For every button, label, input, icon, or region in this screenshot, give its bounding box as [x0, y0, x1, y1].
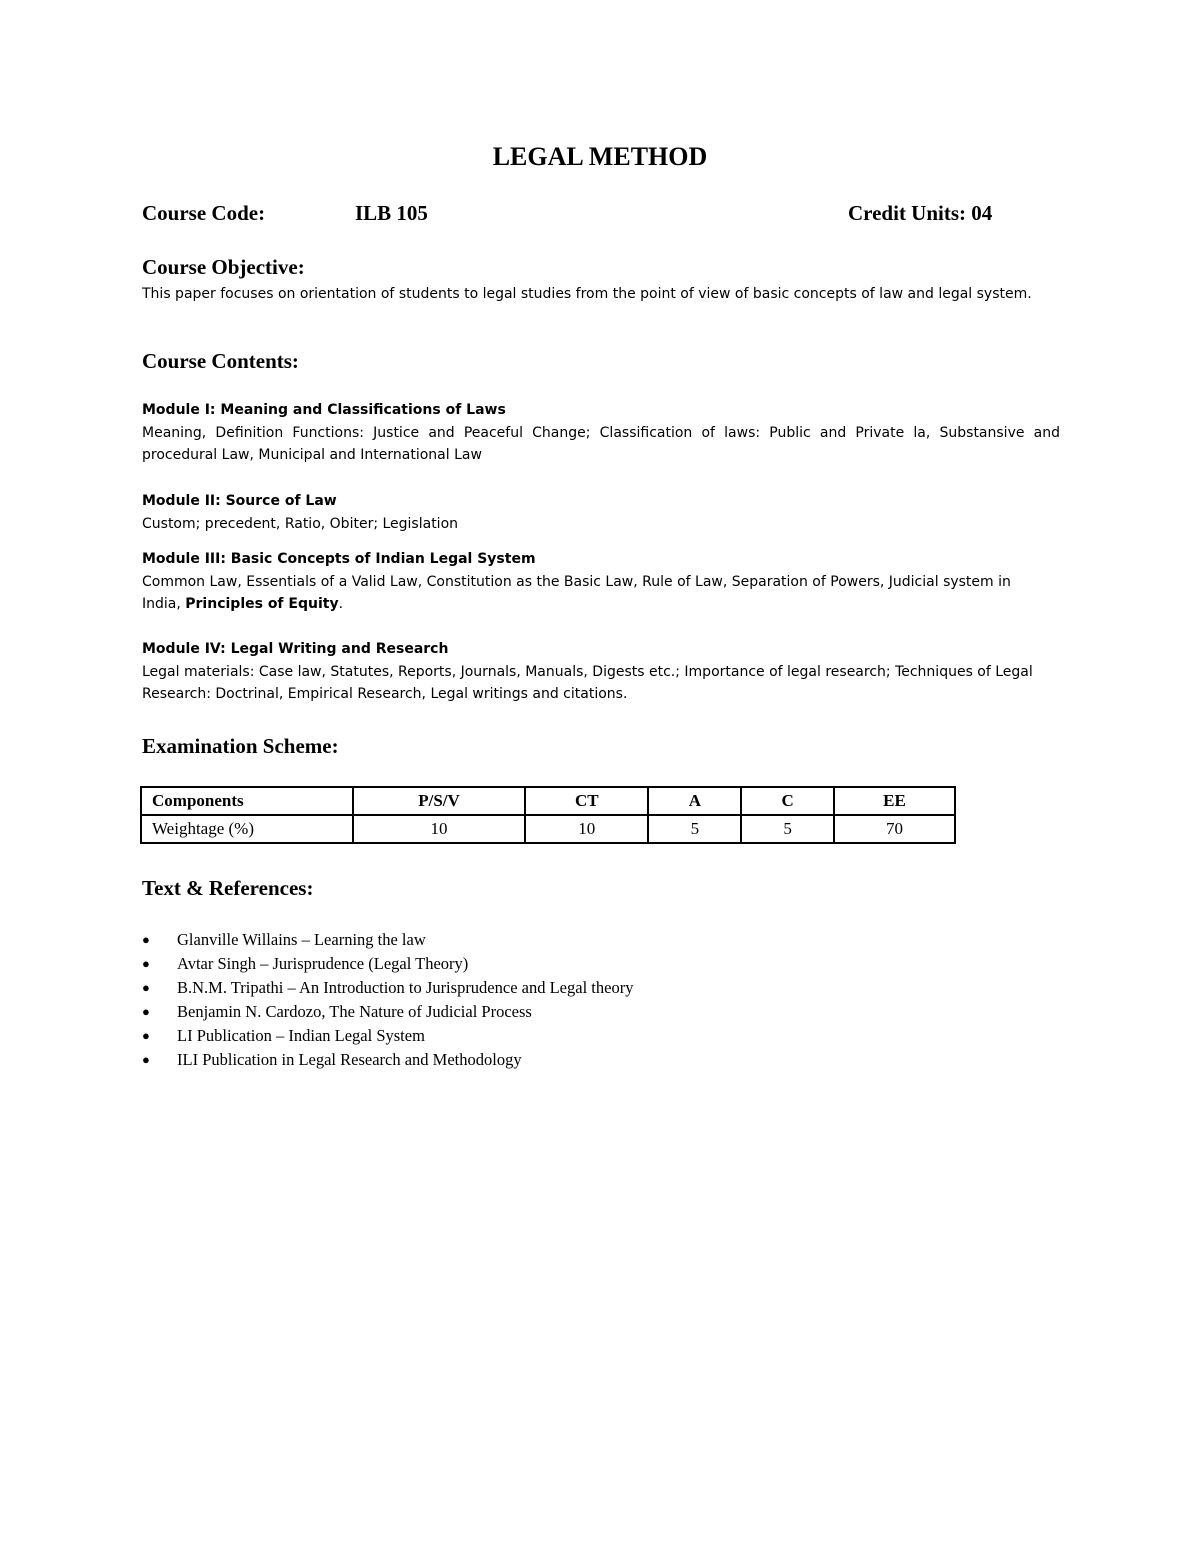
references-list [142, 928, 633, 1072]
module-2 [142, 490, 1060, 535]
module-3-text: Common Law, Essentials of a Valid Law, Constitution as the Basic Law, Rule of Law, Separation of Powers, Judicial system in India, [142, 573, 1011, 612]
module-1-text: Meaning, Definition Functions: Justice and Peaceful Change; Classification of laws: Public and Private la, Substansive and procedural Law, Municipal and International Law [142, 424, 1060, 463]
table-cell: Weightage (%) [141, 815, 353, 843]
module-4-text: Legal materials: Case law, Statutes, Reports, Journals, Manuals, Digests etc.; Importance of legal research; Techniques of Legal Research: Doctrinal, Empirical Research, Legal writings and citations. [142, 663, 1033, 702]
module-2-title: Module II: Source of Law [142, 493, 337, 509]
table-header-cell: C [741, 787, 834, 815]
table-cell: 10 [353, 815, 525, 843]
table-cell: 5 [741, 815, 834, 843]
module-4-title: Module IV: Legal Writing and Research [142, 641, 449, 657]
contents-heading: Course Contents: [142, 349, 299, 373]
module-3-text-bold: Principles of Equity [185, 596, 339, 612]
table-row [141, 815, 955, 843]
table-header-cell: Components [141, 787, 353, 815]
document-title: LEGAL METHOD [492, 142, 708, 171]
course-code-row [142, 201, 1022, 231]
bullet-icon: ● [142, 956, 150, 971]
references-heading: Text & References: [142, 876, 314, 900]
list-item: ● ILI Publication in Legal Research and Methodology [142, 1048, 633, 1072]
table-row [141, 787, 955, 815]
bullet-icon: ● [142, 980, 150, 995]
objective-text: This paper focuses on orientation of students to legal studies from the point of view of basic concepts of law and legal system. [142, 286, 1032, 302]
bullet-icon: ● [142, 932, 150, 947]
exam-heading: Examination Scheme: [142, 734, 339, 758]
module-4 [142, 638, 1052, 706]
list-item: ● Avtar Singh – Jurisprudence (Legal Theory) [142, 952, 633, 976]
list-item: ● Benjamin N. Cardozo, The Nature of Judicial Process [142, 1000, 633, 1024]
module-1 [142, 399, 1060, 467]
course-code-value: ILB 105 [355, 201, 428, 225]
objective-heading: Course Objective: [142, 255, 305, 279]
bullet-icon: ● [142, 1052, 150, 1067]
module-1-title: Module I: Meaning and Classifications of Laws [142, 402, 506, 418]
course-code-label: Course Code: [142, 201, 266, 225]
table-cell: 5 [648, 815, 741, 843]
module-3 [142, 548, 1052, 616]
module-3-title: Module III: Basic Concepts of Indian Legal System [142, 551, 536, 567]
table-header-cell: EE [834, 787, 955, 815]
module-3-text-end: . [338, 596, 344, 612]
list-item: ● LI Publication – Indian Legal System [142, 1024, 633, 1048]
table-header-cell: A [648, 787, 741, 815]
list-item: ● B.N.M. Tripathi – An Introduction to Jurisprudence and Legal theory [142, 976, 633, 1000]
bullet-icon: ● [142, 1028, 150, 1043]
exam-table [140, 786, 956, 844]
bullet-icon: ● [142, 1004, 150, 1019]
list-item: ● Glanville Willains – Learning the law [142, 928, 633, 952]
table-cell: 10 [525, 815, 648, 843]
table-cell: 70 [834, 815, 955, 843]
credit-units: Credit Units: 04 [848, 201, 993, 225]
module-2-text: Custom; precedent, Ratio, Obiter; Legislation [142, 515, 459, 532]
table-header-cell: P/S/V [353, 787, 525, 815]
table-header-cell: CT [525, 787, 648, 815]
